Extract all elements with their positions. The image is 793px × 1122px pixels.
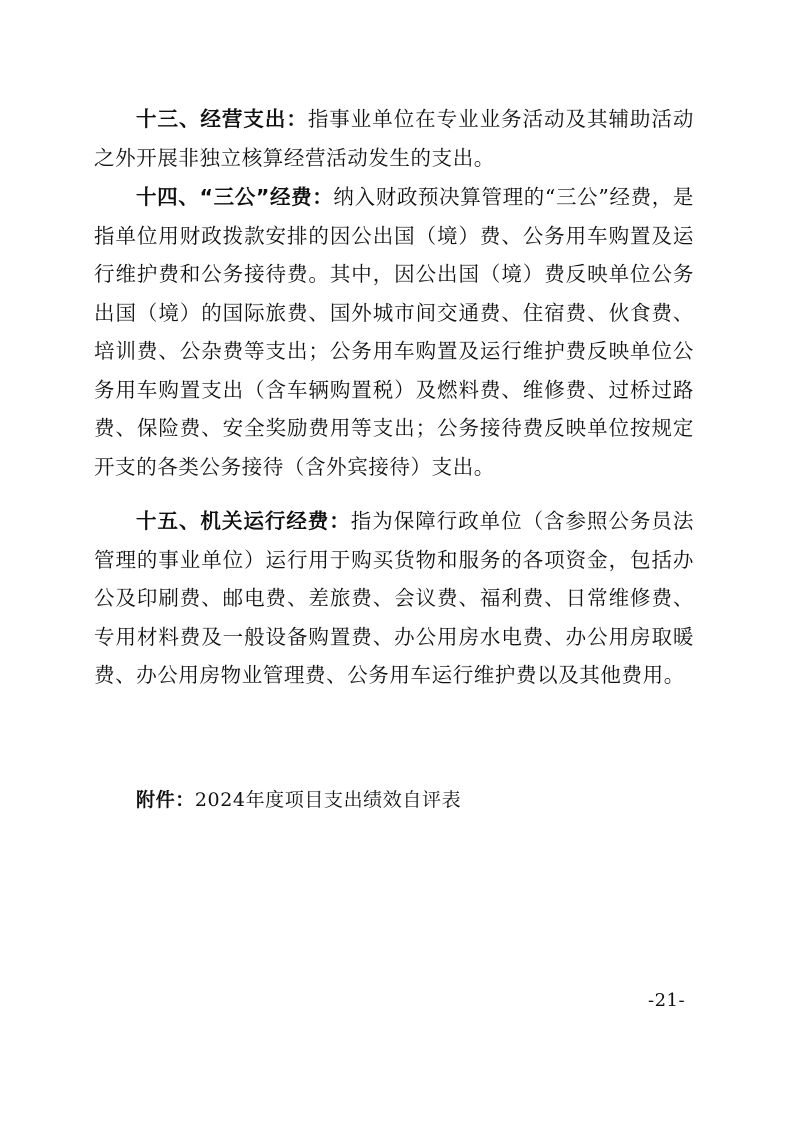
attachment-title: 2024年度项目支出绩效自评表 (194, 789, 462, 811)
section-14-term: 十四、“三公”经费： (136, 185, 334, 209)
section-13-term: 十三、经营支出： (136, 107, 308, 131)
section-15-term: 十五、机关运行经费： (136, 509, 351, 533)
attachment-line (136, 785, 461, 815)
section-13-operating-expenditure (94, 100, 694, 177)
attachment-label: 附件： (136, 789, 195, 811)
section-15-definition: 指为保障行政单位（含参照公务员法管理的事业单位）运行用于购买货物和服务的各项资金，包括办公及印刷费、邮电费、差旅费、会议费、福利费、日常维修费、专用材料费及一般设备购置费、办公用房水电费、办公用房取暖费、办公用房物业管理费、公务用车运行维护费以及其他费用。 (94, 509, 694, 687)
section-15-agency-operating-funds (94, 502, 694, 695)
section-14-definition: 纳入财政预决算管理的“三公”经费，是指单位用财政拨款安排的因公出国（境）费、公务用车购置及运行维护费和公务接待费。其中，因公出国（境）费反映单位公务出国（境）的国际旅费、国外城市间交通费、住宿费、伙食费、培训费、公杂费等支出；公务用车购置及运行维护费反映单位公务用车购置支出（含车辆购置税）及燃料费、维修费、过桥过路费、保险费、安全奖励费用等支出；公务接待费反映单位按规定开支的各类公务接待（含外宾接待）支出。 (94, 185, 694, 479)
section-14-three-public-funds (94, 178, 694, 486)
section-13-definition: 指事业单位在专业业务活动及其辅助活动之外开展非独立核算经营活动发生的支出。 (94, 107, 694, 170)
page-number: -21- (648, 990, 686, 1011)
